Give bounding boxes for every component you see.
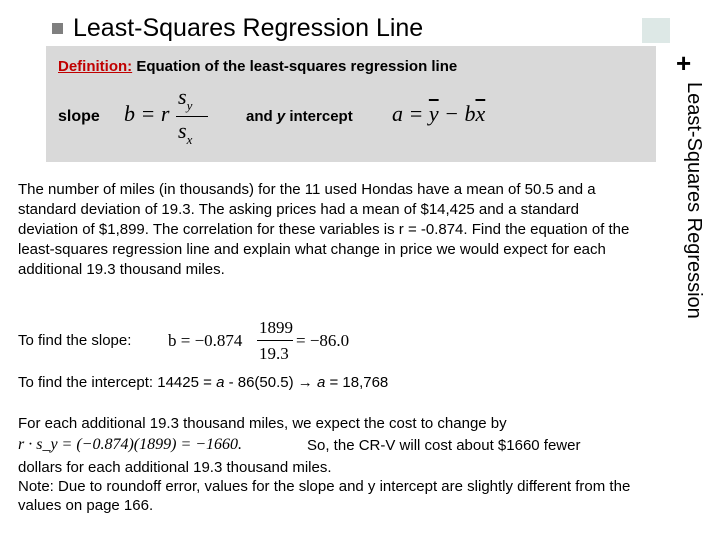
slide-title: Least-Squares Regression Line xyxy=(73,14,424,42)
final-line-3: dollars for each additional 19.3 thousand miles. xyxy=(18,459,332,476)
intercept-label: and y intercept xyxy=(246,108,353,125)
side-title: Least-Squares Regression xyxy=(683,82,705,319)
find-slope-label: To find the slope: xyxy=(18,332,132,349)
definition-text: Equation of the least-squares regression line xyxy=(132,58,458,75)
definition-term: Definition: xyxy=(58,58,133,75)
problem-text: The number of miles (in thousands) for the 11 used Hondas have a mean of 50.5 and a standard deviation of 19.3. The asking prices had a mean of $14,425 and a standard deviation of $1,899. The correlation for these variables is r = -0.874. Find the equation of the least-squares regression line and explain what change in price we would expect for each additional 19.3 thousand miles. xyxy=(18,181,630,278)
intercept-formula: $a = \overline{y} - b\overline{x}$ xyxy=(392,101,486,126)
plus-icon: + xyxy=(676,48,692,78)
slope-calculation: b = −0.874 1899 19.3 = −86.0 xyxy=(168,318,350,363)
final-paragraph xyxy=(18,458,643,515)
corner-decoration xyxy=(642,18,670,43)
slope-label: slope xyxy=(58,108,100,125)
bullet-square-icon xyxy=(52,23,63,34)
slope-formula: b = r $s_y$ $s_x$ xyxy=(124,84,234,150)
definition-box xyxy=(46,46,656,162)
note-text: Note: Due to roundoff error, values for the slope and y intercept are slightly different from the values on page 166. xyxy=(18,478,631,514)
change-formula: r · s_y = (−0.874)(1899) = −1660. xyxy=(18,436,243,453)
title-row xyxy=(52,14,423,43)
arrow-right-icon: → xyxy=(297,374,313,391)
final-line-1: For each additional 19.3 thousand miles, we expect the cost to change by xyxy=(18,415,507,432)
final-line-2: So, the CR-V will cost about $1660 fewer xyxy=(307,437,581,454)
intercept-calculation: To find the intercept: 14425 = a - 86(50.5) → a = 18,768 xyxy=(18,374,389,391)
definition-line xyxy=(58,58,457,75)
